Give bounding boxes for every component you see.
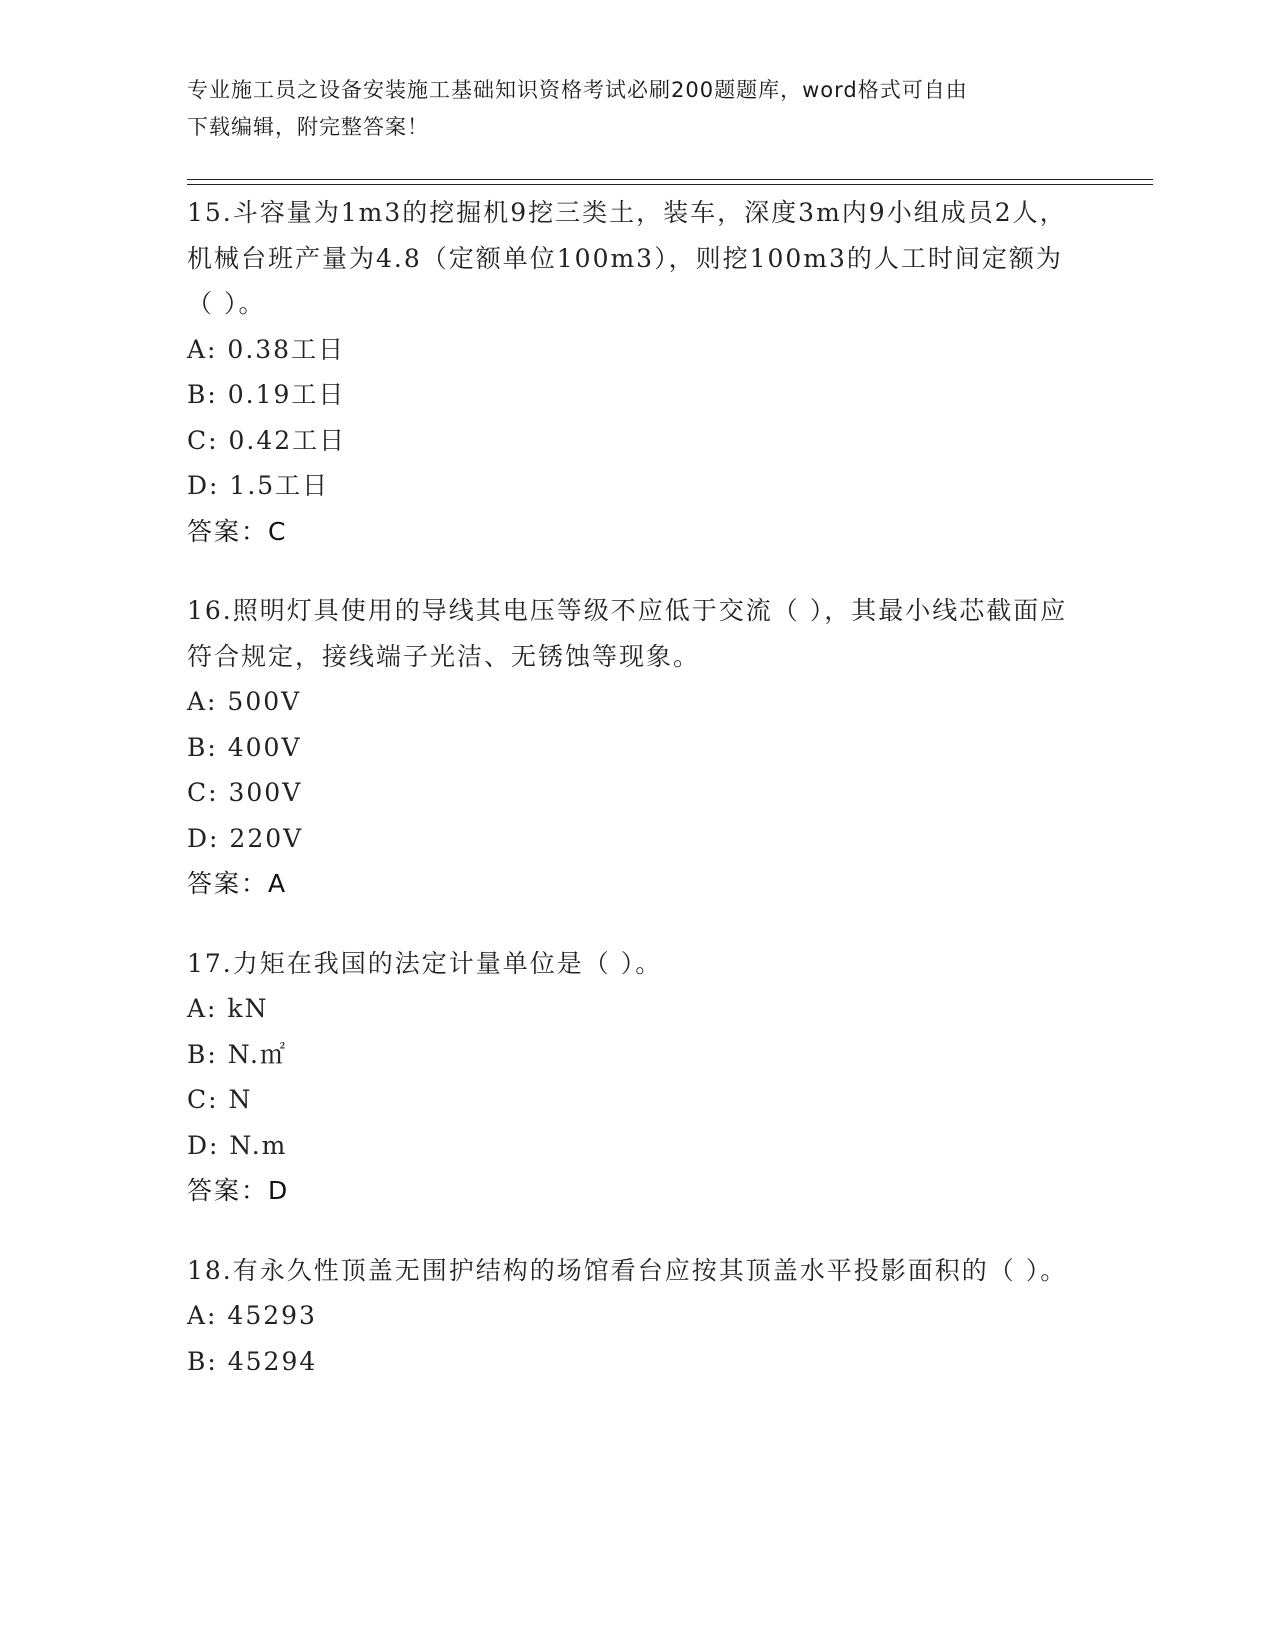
answer-label: 答案：A — [187, 869, 288, 898]
option-d: D: 220V — [187, 823, 304, 853]
answer-label: 答案：C — [187, 516, 288, 546]
header-line-1: 专业施工员之设备安装施工基础知识资格考试必刷200题题库，word格式可自由 — [187, 78, 968, 102]
header-divider-top — [187, 179, 1153, 180]
option-b: B: 400V — [187, 732, 302, 762]
question-stem: 15.斗容量为1m3的挖掘机9挖三类土，装车，深度3m内9小组成员2人，机械台班产量为4.8（定额单位100m3），则挖100m3的人工时间定额为（ ）。 — [187, 198, 1067, 318]
option-b: B: 45294 — [187, 1346, 318, 1376]
header-divider-bottom — [187, 184, 1153, 185]
option-d: D: 1.5工日 — [187, 471, 330, 500]
header-line-2: 下载编辑，附完整答案！ — [187, 115, 429, 139]
option-a: A: 45293 — [187, 1301, 317, 1330]
option-c: C: 0.42工日 — [187, 425, 347, 455]
option-d: D: N.m — [187, 1130, 288, 1160]
option-a: A: 500V — [187, 687, 302, 716]
question-stem: 18.有永久性顶盖无围护结构的场馆看台应按其顶盖水平投影面积的（ ）。 — [187, 1255, 1068, 1285]
option-a: A: kN — [187, 994, 269, 1023]
answer-label: 答案：D — [187, 1176, 290, 1205]
document-header — [187, 72, 1087, 146]
option-c: C: 300V — [187, 778, 303, 807]
question-17 — [187, 941, 1087, 1214]
question-18 — [187, 1248, 1087, 1385]
option-b: B: 0.19工日 — [187, 380, 346, 409]
option-c: C: N — [187, 1085, 253, 1114]
option-a: A: 0.38工日 — [187, 334, 346, 364]
question-list — [187, 190, 1087, 1418]
option-b: B: N.㎡ — [187, 1039, 287, 1069]
question-stem: 17.力矩在我国的法定计量单位是（ ）。 — [187, 948, 663, 978]
question-stem: 16.照明灯具使用的导线其电压等级不应低于交流（ ），其最小线芯截面应符合规定，接线端子光洁、无锈蚀等现象。 — [187, 596, 1068, 671]
question-15 — [187, 190, 1087, 554]
question-16 — [187, 588, 1087, 907]
